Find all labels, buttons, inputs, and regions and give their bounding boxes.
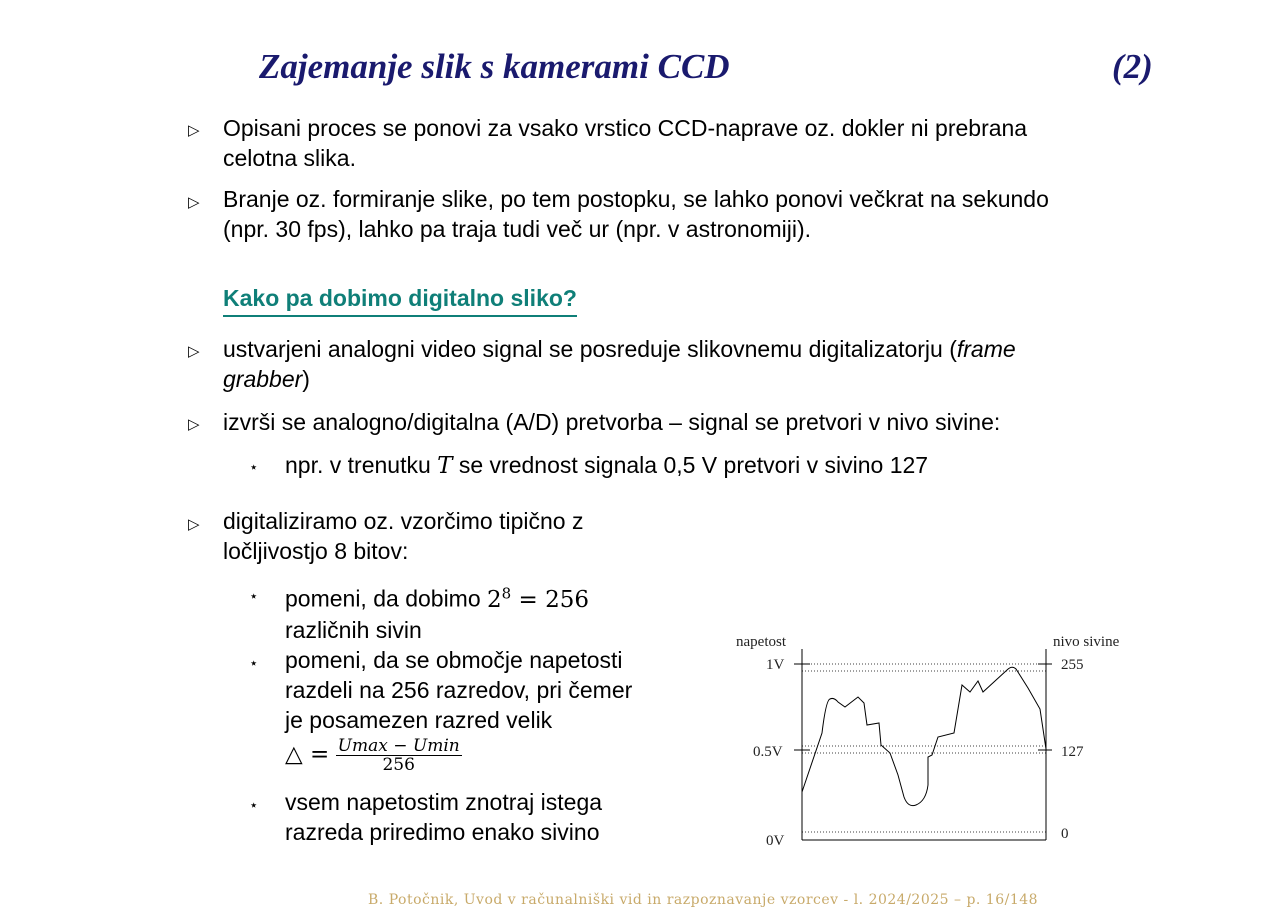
tick-label-0: 0	[1061, 826, 1069, 842]
footer-citation: B. Potočnik, Uvod v računalniški vid in razpoznavanje vzorcev - l. 2024/2025 – p. 16/148	[368, 892, 1039, 908]
sub2-text	[285, 645, 632, 774]
digit-line1: digitaliziramo oz. vzorčimo tipično z	[223, 508, 584, 534]
bullet-text-grabber	[223, 334, 1103, 394]
sub-ad-post: se vrednost signala 0,5 V pretvori v sivino 127	[452, 452, 929, 478]
signal-quantization-figure	[730, 625, 1150, 855]
grabber-close: )	[302, 366, 310, 392]
sub-ad-pre: npr. v trenutku	[285, 452, 438, 478]
sub2-line2: razdeli na 256 razredov, pri čemer	[285, 677, 633, 703]
bullet-text-2	[223, 184, 1049, 244]
bullet-icon: ▷	[188, 122, 200, 139]
quantization-fraction	[336, 737, 462, 774]
sub2-line1: pomeni, da se območje napetosti	[285, 647, 623, 673]
section-heading: Kako pa dobimo digitalno sliko?	[223, 285, 577, 317]
page-number-label: (2)	[1112, 47, 1153, 86]
bullet-text-digit	[223, 506, 583, 566]
tick-label-1v: 1V	[766, 657, 785, 673]
tick-label-255: 255	[1061, 657, 1084, 673]
left-axis-label: napetost	[736, 634, 786, 650]
bullet-text-1	[223, 113, 1027, 173]
sub1-text	[285, 578, 589, 645]
bullet-1-line1: Opisani proces se ponovi za vsako vrstico CCD-naprave oz. dokler ni prebrana	[223, 115, 1028, 141]
bullet-2-line2: (npr. 30 fps), lahko pa traja tudi več ur (npr. v astronomiji).	[223, 216, 812, 242]
page-title: Zajemanje slik s kamerami CCD	[259, 47, 730, 86]
delta-symbol: △ =	[285, 741, 330, 768]
tick-label-127: 127	[1061, 744, 1084, 760]
bullet-icon: ▷	[188, 516, 200, 533]
fraction-numerator: Umax − Umin	[337, 736, 460, 756]
sub-ad-text	[285, 450, 928, 481]
bullet-icon: ▷	[188, 416, 200, 433]
grabber-italic-1: frame	[956, 336, 1016, 362]
sub2-line3: je posamezen razred velik	[285, 707, 553, 733]
sub-ad-var: T	[437, 453, 453, 479]
sub1-base: 2	[487, 586, 502, 613]
bullet-icon: ▷	[188, 194, 200, 211]
star-icon: ⋆	[249, 459, 259, 476]
bullet-1-line2: celotna slika.	[223, 145, 356, 171]
dotted-guides	[802, 664, 1046, 832]
tick-label-05v: 0.5V	[753, 744, 783, 760]
tick-label-0v: 0V	[766, 833, 785, 849]
sub1-eq: = 256	[511, 586, 589, 613]
sub1-pre: pomeni, da dobimo	[285, 585, 488, 612]
star-icon: ⋆	[249, 588, 259, 605]
right-axis-label: nivo sivine	[1053, 634, 1120, 650]
grabber-italic-2: grabber	[223, 366, 303, 392]
star-icon: ⋆	[249, 797, 259, 814]
star-icon: ⋆	[249, 655, 259, 672]
fraction-denominator: 256	[382, 755, 415, 775]
bullet-icon: ▷	[188, 343, 200, 360]
analog-signal-curve	[802, 667, 1046, 805]
sub3-line1: vsem napetostim znotraj istega	[285, 789, 603, 815]
bullet-2-line1: Branje oz. formiranje slike, po tem postopku, se lahko ponovi večkrat na sekundo	[223, 186, 1049, 212]
grabber-text: ustvarjeni analogni video signal se posreduje slikovnemu digitalizatorju (	[223, 336, 957, 362]
sub1-line2: različnih sivin	[285, 616, 422, 643]
sub3-text	[285, 787, 602, 847]
sub1-exp: 8	[501, 584, 512, 602]
bullet-text-ad: izvrši se analogno/digitalna (A/D) pretvorba – signal se pretvori v nivo sivine:	[223, 409, 1001, 435]
sub3-line2: razreda priredimo enako sivino	[285, 819, 600, 845]
digit-line2: ločljivostjo 8 bitov:	[223, 538, 409, 564]
